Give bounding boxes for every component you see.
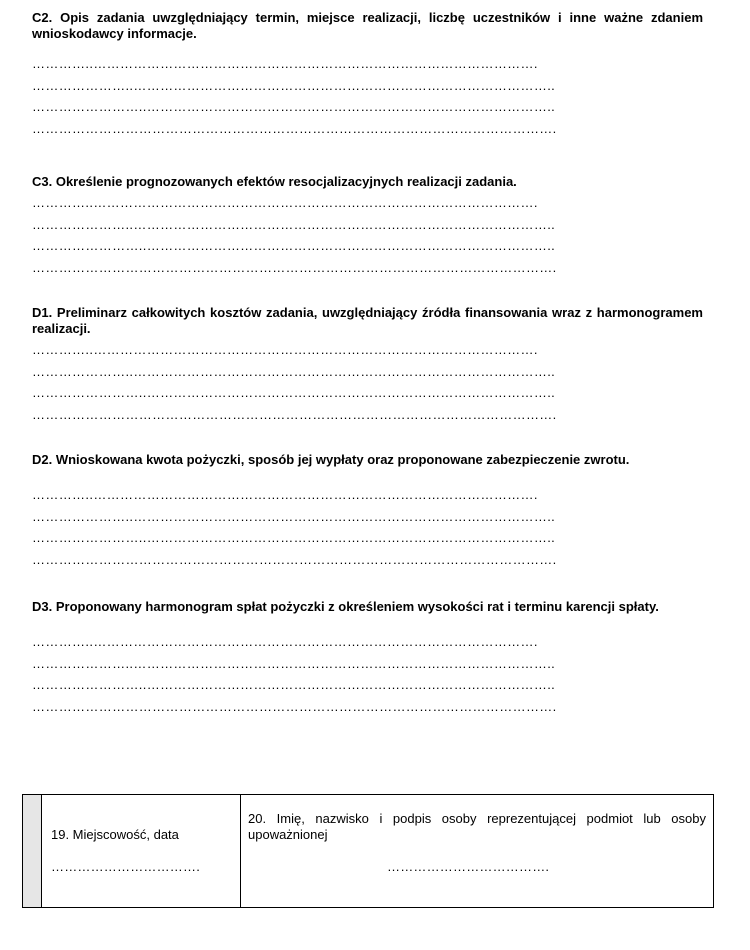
answer-line[interactable]: …………..………………………………………………………………………………………. <box>32 56 538 71</box>
place-date-cell <box>42 795 241 907</box>
answer-line[interactable]: …………..………………………………………………………………………………………. <box>32 487 538 502</box>
signature-cell <box>241 795 713 907</box>
section-heading: D3. Proponowany harmonogram spłat pożyczki z określeniem wysokości rat i terminu karencji spłaty. <box>32 599 659 614</box>
answer-line[interactable]: …………..………………………………………………………………………………………. <box>32 195 538 210</box>
answer-line[interactable]: …………………..………………………………………………………………………………….. <box>32 508 556 524</box>
answer-line[interactable]: …………………..………………………………………………………………………………….. <box>32 363 556 379</box>
answer-line[interactable]: ……………………..……………………………………………………………………………….. <box>32 99 556 115</box>
answer-line[interactable]: …………..………………………………………………………………………………………. <box>32 634 538 649</box>
section-heading: D1. Preliminarz całkowitych kosztów zadania, uwzględniający źródła finansowania wraz z harmonogramem realizacji. <box>32 305 703 336</box>
section-heading: D2. Wnioskowana kwota pożyczki, sposób jej wypłaty oraz proponowane zabezpieczenie zwrotu. <box>32 452 630 467</box>
signature-table <box>22 794 714 908</box>
answer-line[interactable]: ………………………………………………………………………………………………………. <box>32 699 557 715</box>
answer-line[interactable]: ……………………..……………………………………………………………………………….. <box>32 530 556 546</box>
section-d1 <box>32 305 703 426</box>
signature-label: 20. Imię, nazwisko i podpis osoby reprezentującej podmiot lub osoby upoważnionej <box>248 811 706 842</box>
answer-line[interactable]: ………………………………………………………………………………………………………. <box>32 260 557 276</box>
section-c3 <box>32 174 703 279</box>
place-date-label: 19. Miejscowość, data <box>51 827 179 842</box>
answer-line[interactable]: ……………………..……………………………………………………………………………….. <box>32 238 556 254</box>
answer-line[interactable]: ………………………………………………………………………………………………………. <box>32 407 557 423</box>
answer-line[interactable]: ………………………………………………………………………………………………………. <box>32 121 557 137</box>
section-d2 <box>32 452 703 571</box>
answer-line[interactable]: …………..………………………………………………………………………………………. <box>32 342 538 357</box>
gray-margin-strip <box>23 795 42 907</box>
answer-line[interactable]: …………………..………………………………………………………………………………….. <box>32 655 556 671</box>
place-date-field[interactable]: ……………………………. <box>51 859 201 874</box>
answer-line[interactable]: ………………………………………………………………………………………………………. <box>32 552 557 568</box>
answer-line[interactable]: …………………..………………………………………………………………………………….. <box>32 216 556 232</box>
section-d3 <box>32 599 703 718</box>
signature-field[interactable]: ………………………………. <box>387 859 550 874</box>
section-c2 <box>32 10 703 140</box>
answer-line[interactable]: …………………..………………………………………………………………………………….. <box>32 77 556 93</box>
section-heading: C3. Określenie prognozowanych efektów resocjalizacyjnych realizacji zadania. <box>32 174 517 189</box>
answer-line[interactable]: ……………………..……………………………………………………………………………….. <box>32 385 556 401</box>
section-heading: C2. Opis zadania uwzględniający termin, miejsce realizacji, liczbę uczestników i inne ważne zdaniem wnioskodawcy informacje. <box>32 10 703 41</box>
answer-line[interactable]: ……………………..……………………………………………………………………………….. <box>32 677 556 693</box>
